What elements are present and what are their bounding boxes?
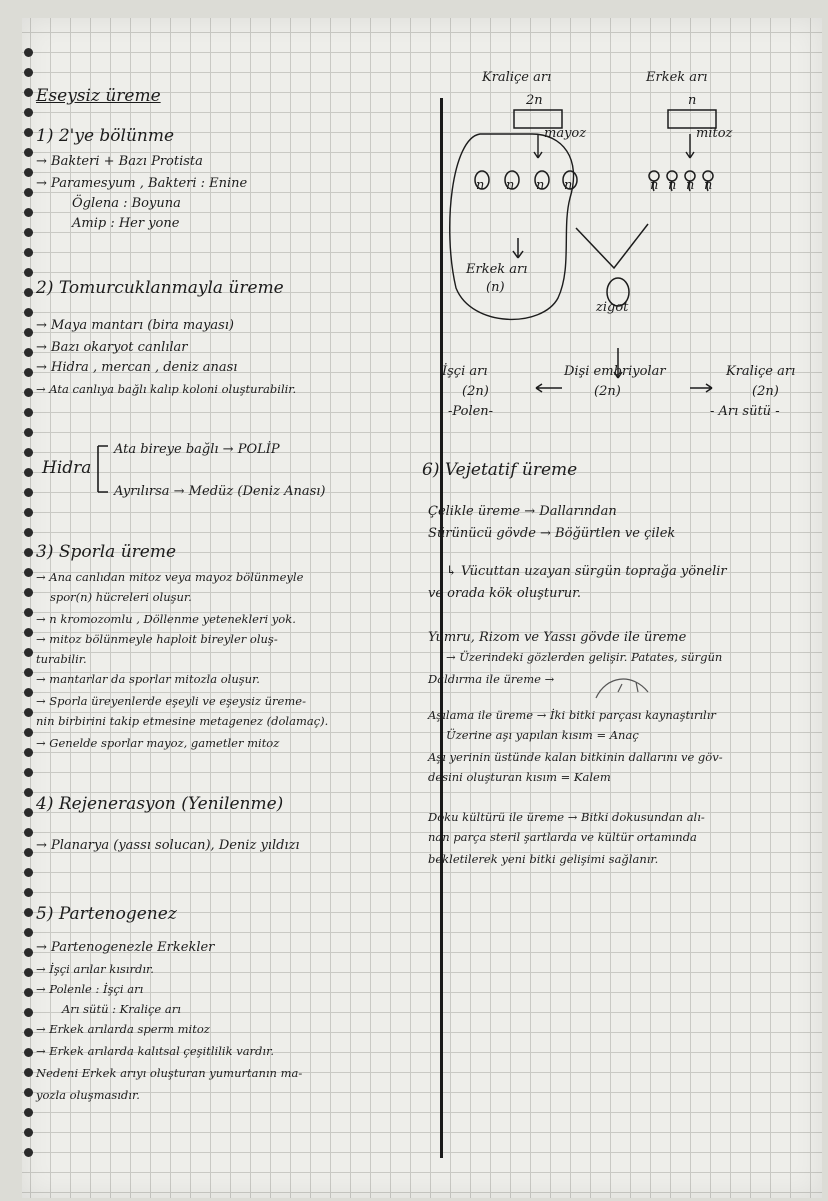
surunucu-line: Sürünücü gövde → Böğürtlen ve çilek [428, 526, 676, 541]
binding-hole [24, 928, 33, 937]
binding-hole [24, 328, 33, 337]
section-3-heading: 3) Sporla üreme [36, 542, 177, 562]
binding-hole [24, 908, 33, 917]
binding-hole [24, 1128, 33, 1137]
surunucu-desc: ↳ Vücuttan uzayan sürgün toprağa yönelir [446, 564, 727, 579]
section-5-line: → Polenle : İşçi arı [36, 982, 144, 996]
section-2-line: → Maya mantarı (bira mayası) [36, 318, 234, 333]
binding-hole [24, 788, 33, 797]
binding-hole [24, 168, 33, 177]
queen-ploidy: 2n [526, 93, 543, 108]
section-1-line: → Bakteri + Bazı Protista [36, 154, 203, 169]
egg-ploidy: n [476, 178, 485, 193]
section-5-line: → Partenogenezle Erkekler [36, 940, 215, 955]
binding-hole [24, 1108, 33, 1117]
section-5-heading: 5) Partenogenez [36, 904, 177, 924]
binding-hole [24, 1088, 33, 1097]
binding-hole [24, 108, 33, 117]
section-3-line: spor(n) hücreleri oluşur. [50, 590, 192, 604]
male-ploidy: n [688, 93, 697, 108]
section-3-line: → Sporla üreyenlerde eşeyli ve eşeysiz üreme- [36, 694, 306, 708]
doku-line: Doku kültürü ile üreme → Bitki dokusundan alı- [428, 810, 705, 824]
binding-hole [24, 988, 33, 997]
queen-out-ploidy: (2n) [752, 384, 779, 399]
binding-hole [24, 148, 33, 157]
daldirma-line: Daldırma ile üreme → [428, 672, 555, 686]
worker-label: İşçi arı [442, 364, 488, 379]
section-2-line: → Hidra , mercan , deniz anası [36, 360, 238, 375]
binding-hole [24, 828, 33, 837]
binding-hole [24, 628, 33, 637]
binding-hole [24, 188, 33, 197]
hidra-meduz: Ayrılırsa → Medüz (Deniz Anası) [114, 484, 326, 499]
binding-hole [24, 88, 33, 97]
binding-hole [24, 428, 33, 437]
binding-hole [24, 508, 33, 517]
section-5-line: Nedeni Erkek arıyı oluşturan yumurtanın ma- [36, 1066, 303, 1080]
male-result-ploidy: (n) [486, 280, 505, 295]
queen-food: - Arı sütü - [710, 404, 780, 419]
section-2-line: → Ata canlıya bağlı kalıp koloni oluşturabilir. [36, 382, 297, 396]
binding-hole [24, 288, 33, 297]
sperm-ploidy: n [686, 178, 695, 193]
binding-hole [24, 128, 33, 137]
asilama-line: Üzerine aşı yapılan kısım = Anaç [446, 728, 639, 742]
section-3-line: turabilir. [36, 652, 87, 666]
section-1-line: Amip : Her yone [72, 216, 180, 231]
binding-hole [24, 608, 33, 617]
section-1-heading: 1) 2'ye bölünme [36, 126, 175, 146]
binding-hole [24, 208, 33, 217]
binding-hole [24, 228, 33, 237]
section-3-line: → n kromozomlu , Döllenme yetenekleri yok. [36, 612, 296, 626]
binding-hole [24, 1148, 33, 1157]
binding-hole [24, 808, 33, 817]
male-result: Erkek arı [466, 262, 528, 277]
binding-hole [24, 868, 33, 877]
sperm-ploidy: n [704, 178, 713, 193]
egg-ploidy: n [564, 178, 573, 193]
celikle-line: Çelikle üreme → Dallarından [428, 504, 617, 519]
section-6-heading: 6) Vejetatif üreme [422, 460, 578, 480]
zygote-label: zigot [596, 300, 629, 315]
binding-hole [24, 568, 33, 577]
binding-hole [24, 708, 33, 717]
daldirma-sketch [592, 672, 662, 702]
binding-hole [24, 748, 33, 757]
doku-line: bekletilerek yeni bitki gelişimi sağlanır. [428, 852, 659, 866]
hidra-label: Hidra [42, 458, 92, 478]
binding-hole [24, 588, 33, 597]
binding-hole [24, 948, 33, 957]
meiosis-label: mayoz [544, 126, 587, 141]
hidra-polip: Ata bireye bağlı → POLİP [114, 442, 280, 457]
binding-hole [24, 688, 33, 697]
binding-hole [24, 728, 33, 737]
binding-hole [24, 48, 33, 57]
asilama-line: Aşılama ile üreme → İki bitki parçası kaynaştırılır [428, 708, 716, 722]
queen-out-label: Kraliçe arı [726, 364, 796, 379]
notebook-page [22, 18, 822, 1198]
section-5-line: → Erkek arılarda kalıtsal çeşitlilik vardır. [36, 1044, 274, 1058]
section-4-line: → Planarya (yassı solucan), Deniz yıldızı [36, 838, 300, 853]
section-2-line: → Bazı okaryot canlılar [36, 340, 188, 355]
binding-hole [24, 308, 33, 317]
mitosis-label: mitoz [696, 126, 733, 141]
binding-hole [24, 668, 33, 677]
female-ploidy: (2n) [594, 384, 621, 399]
sperm-ploidy: n [650, 178, 659, 193]
section-4-heading: 4) Rejenerasyon (Yenilenme) [36, 794, 284, 814]
binding-hole [24, 528, 33, 537]
section-3-line: → Ana canlıdan mitoz veya mayoz bölünmeyle [36, 570, 304, 584]
binding-hole [24, 448, 33, 457]
section-5-line: yozla oluşmasıdır. [36, 1088, 140, 1102]
binding-hole [24, 848, 33, 857]
worker-food: -Polen- [448, 404, 494, 419]
section-2-heading: 2) Tomurcuklanmayla üreme [36, 278, 284, 298]
page-title: Eseysiz üreme [36, 86, 161, 106]
binding-hole [24, 1068, 33, 1077]
yumru-line: Yumru, Rizom ve Yassı gövde ile üreme [428, 630, 687, 645]
binding-hole [24, 768, 33, 777]
surunucu-desc: ve orada kök oluşturur. [428, 586, 582, 601]
binding-hole [24, 368, 33, 377]
binding-hole [24, 548, 33, 557]
binding-hole [24, 68, 33, 77]
binding-hole [24, 1028, 33, 1037]
binding-hole [24, 388, 33, 397]
section-3-line: → mitoz bölünmeyle haploit bireyler oluş- [36, 632, 278, 646]
binding-hole [24, 1008, 33, 1017]
binding-hole [24, 968, 33, 977]
section-3-line: → mantarlar da sporlar mitozla oluşur. [36, 672, 260, 686]
section-5-line: → Erkek arılarda sperm mitoz [36, 1022, 210, 1036]
binding-hole [24, 408, 33, 417]
binding-hole [24, 488, 33, 497]
queen-label: Kraliçe arı [482, 70, 552, 85]
female-embryos: Dişi embriyolar [564, 364, 666, 379]
yumru-desc: → Üzerindeki gözlerden gelişir. Patates, sürgün [446, 650, 723, 664]
binding-hole [24, 468, 33, 477]
section-3-line: → Genelde sporlar mayoz, gametler mitoz [36, 736, 280, 750]
male-label: Erkek arı [646, 70, 708, 85]
binding-hole [24, 348, 33, 357]
binding-hole [24, 1048, 33, 1057]
egg-ploidy: n [536, 178, 545, 193]
section-1-line: Öglena : Boyuna [72, 196, 181, 211]
binding-hole [24, 268, 33, 277]
doku-line: nan parça steril şartlarda ve kültür ortamında [428, 830, 697, 844]
section-5-line: Arı sütü : Kraliçe arı [62, 1002, 181, 1016]
binding-hole [24, 648, 33, 657]
binding-hole [24, 888, 33, 897]
binding-hole [24, 248, 33, 257]
section-5-line: → İşçi arılar kısırdır. [36, 962, 154, 976]
section-3-line: nin birbirini takip etmesine metagenez (dolamaç). [36, 714, 329, 728]
sperm-ploidy: n [668, 178, 677, 193]
asilama-line: Aşı yerinin üstünde kalan bitkinin dallarını ve göv- [428, 750, 723, 764]
worker-ploidy: (2n) [462, 384, 489, 399]
egg-ploidy: n [506, 178, 515, 193]
asilama-line: desini oluşturan kısım = Kalem [428, 770, 611, 784]
section-1-line: → Paramesyum , Bakteri : Enine [36, 176, 248, 191]
